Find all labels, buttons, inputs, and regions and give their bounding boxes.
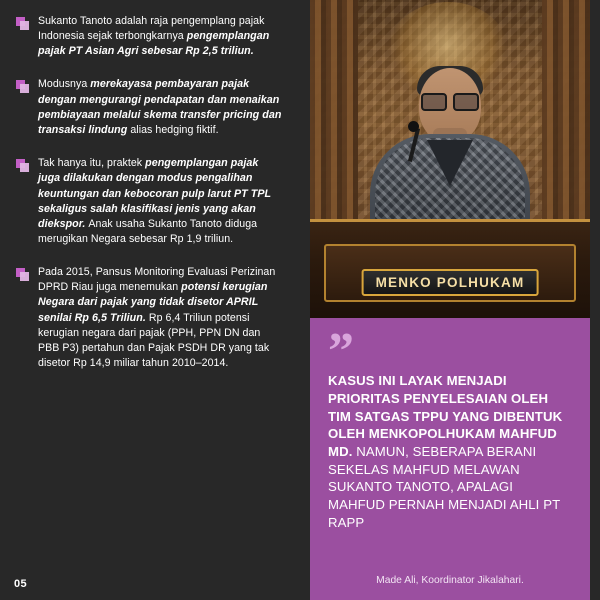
- square-bullet-icon: [16, 268, 29, 281]
- glasses-icon: [421, 93, 479, 108]
- curtain-left: [310, 0, 358, 230]
- list-item: [16, 265, 282, 371]
- quote-lead: KASUS INI LAYAK MENJADI PRIORITAS PENYELESAIAN OLEH TIM SATGAS TPPU YANG DIBENTUK OLEH MENKOPOLHUKAM MAHFUD MD.: [328, 373, 563, 459]
- square-bullet-icon: [16, 159, 29, 172]
- quote-rest: NAMUN, SEBERAPA BERANI SEKELAS MAHFUD MELAWAN SUKANTO TANOTO, APALAGI MAHFUD PERNAH MENJADI AHLI PT RAPP: [328, 443, 561, 530]
- curtain-right: [542, 0, 590, 230]
- bullet-paragraph-1: Sukanto Tanoto adalah raja pengemplang pajak Indonesia sejak terbongkarnya pengemplangan pajak PT Asian Agri sebesar Rp 2,5 triliun.: [38, 15, 270, 58]
- media-column: [300, 0, 600, 600]
- quotation-mark-icon: ”: [328, 323, 352, 380]
- quote-panel: [310, 318, 590, 600]
- square-bullet-icon: [16, 80, 29, 93]
- bullet-paragraph-2: Modusnya merekayasa pembayaran pajak dengan mengurangi pendapatan dan menaikan pembiayaan melalui skema transfer pricing dan transaksi lindung alias hedging fiktif.: [38, 78, 282, 136]
- bullet-paragraph-4: Pada 2015, Pansus Monitoring Evaluasi Perizinan DPRD Riau juga menemukan potensi kerugian Negara dari pajak yang tidak disetor APRIL senilai Rp 6,5 Triliun. Rp 6,4 Triliun potensi kerugian negara dari pajak (PPH, PPN DN dan PBB P3) pertahun dan Pajak PSDH DR yang tak disetor Rp 14,9 miliar tahun 2010–2014.: [38, 266, 276, 369]
- square-bullet-icon: [16, 17, 29, 30]
- page-number: 05: [14, 578, 28, 590]
- microphone-icon: [408, 121, 419, 132]
- list-item: [16, 156, 282, 247]
- nameplate: MENKO POLHUKAM: [362, 269, 539, 296]
- list-item: [16, 77, 282, 138]
- quote-attribution: Made Ali, Koordinator Jikalahari.: [376, 575, 524, 586]
- photo-background: [310, 0, 590, 318]
- list-item: [16, 14, 282, 59]
- bullet-paragraph-3: Tak hanya itu, praktek pengemplangan pajak juga dilakukan dengan modus pengalihan keuntungan dan kebocoran pulp larut PT TPL sekaligus salah klasifikasi jenis yang akan diekspor. Anak usaha Sukanto Tanoto diduga merugikan Negara sebesar Rp 1,9 triliun.: [38, 157, 271, 246]
- official-photo: [310, 0, 590, 318]
- quote-text: [328, 372, 572, 531]
